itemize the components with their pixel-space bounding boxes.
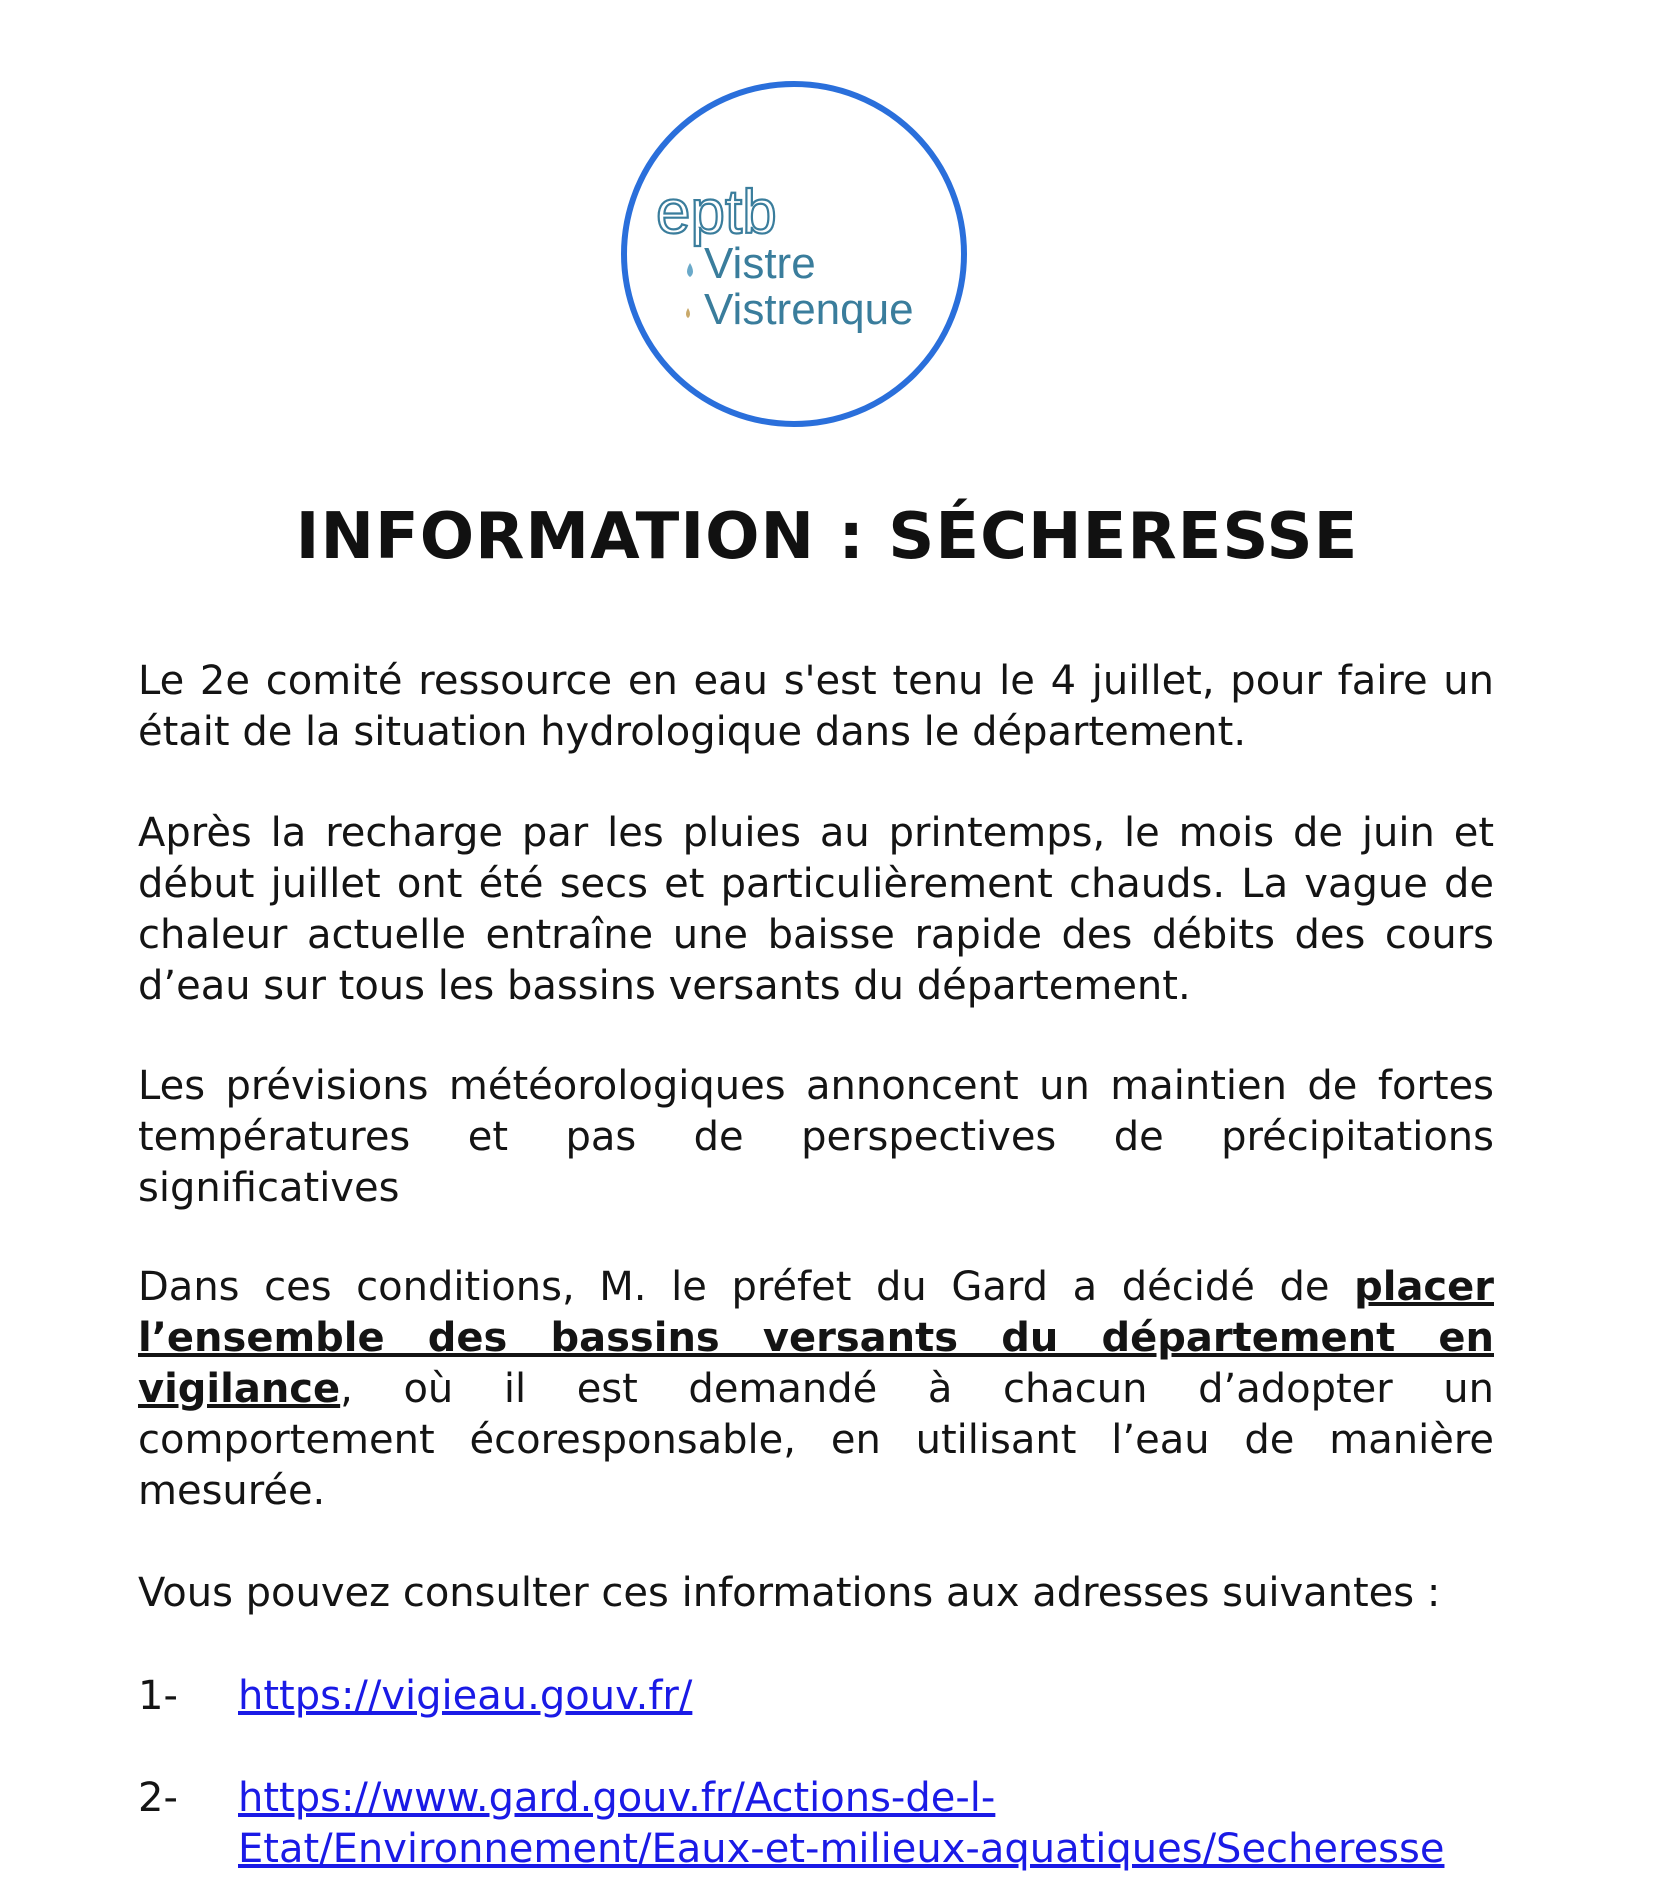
paragraph-recharge: Après la recharge par les pluies au printemps, le mois de juin et début juillet ont été secs et particulièrement chauds. La vague de chaleur actuelle entraîne une baisse rapide des débits des cours d’eau sur tous les bassins versants du département.	[138, 810, 1494, 1009]
logo-eptb: eptb	[656, 178, 777, 247]
paragraph-comite: Le 2e comité ressource en eau s'est tenu le 4 juillet, pour faire un était de la situation hydrologique dans le département.	[138, 658, 1494, 755]
paragraph-previsions: Les prévisions météorologiques annoncent un maintien de fortes températures et pas de perspectives de précipitations significatives	[138, 1063, 1494, 1211]
paragraph-prefet	[138, 1262, 1494, 1517]
paragraph-prefet-rest: , où il est demandé à chacun d’adopter un comportement écoresponsable, en utilisant l’eau de manière mesurée.	[138, 1366, 1494, 1514]
page-title: INFORMATION : SÉCHERESSE	[295, 500, 1359, 574]
link-gard-secheresse[interactable]: https://www.gard.gouv.fr/Actions-de-l- Etat/Environnement/Eaux-et-milieux-aquatiques/Secheresse	[238, 1775, 1445, 1872]
paragraph-adresses: Vous pouvez consulter ces informations aux adresses suivantes :	[138, 1570, 1441, 1616]
paragraph-prefet-intro: Dans ces conditions, M. le préfet du Gard a décidé de	[138, 1264, 1355, 1310]
vigilance-emphasis: placer l’ensemble des bassins versants du département en vigilance	[138, 1264, 1494, 1412]
eptb-logo	[618, 78, 970, 430]
list-number: 2-	[138, 1775, 178, 1821]
list-number: 1-	[138, 1673, 178, 1719]
logo-vistre: Vistre	[704, 239, 816, 288]
link-vigieau[interactable]: https://vigieau.gouv.fr/	[238, 1673, 693, 1719]
logo-vistrenque: Vistrenque	[704, 285, 914, 334]
